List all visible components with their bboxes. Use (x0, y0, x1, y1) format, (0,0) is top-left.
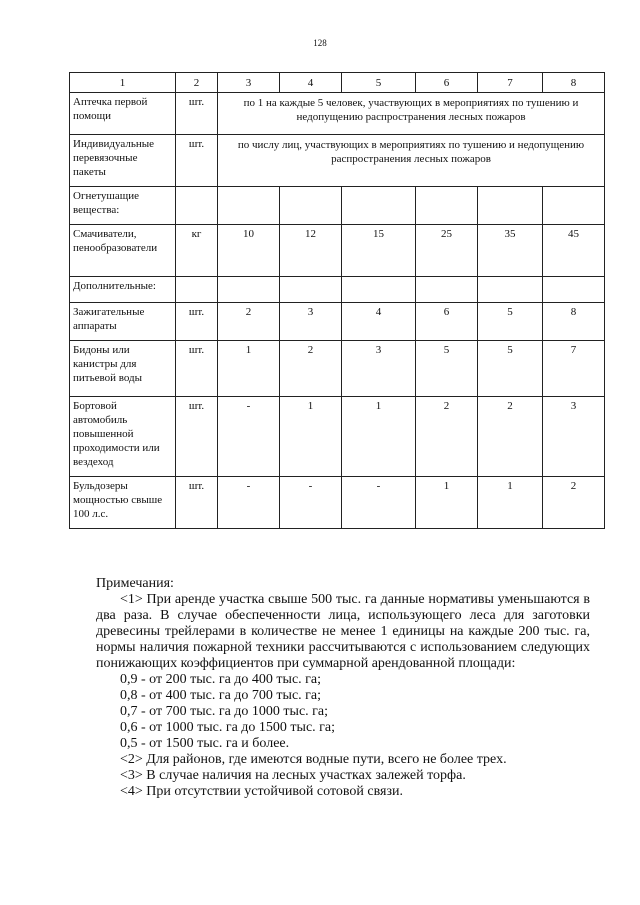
table-row (70, 135, 605, 187)
equipment-norms-table (69, 72, 605, 529)
unit-cell: шт. (176, 477, 218, 529)
column-number: 1 (70, 73, 176, 93)
unit-cell: шт. (176, 303, 218, 341)
value-cell: 12 (280, 225, 342, 277)
value-cell: - (218, 477, 280, 529)
value-cell: - (218, 397, 280, 477)
note-3: <3> В случае наличия на лесных участках залежей торфа. (120, 768, 466, 783)
item-name: Бортовой автомобиль повышенной проходимости или вездеход (70, 397, 176, 477)
unit-cell: шт. (176, 135, 218, 187)
value-cell: 5 (478, 341, 543, 397)
value-cell: 2 (543, 477, 605, 529)
table-row (70, 277, 605, 303)
column-number: 6 (416, 73, 478, 93)
value-cell: 1 (416, 477, 478, 529)
note-2: <2> Для районов, где имеются водные пути, всего не более трех. (120, 752, 507, 767)
note-1: <1> При аренде участка свыше 500 тыс. га данные нормативы уменьшаются в два раза. В случае обеспеченности лица, использующего леса для заготовки древесины трейлерами в количестве не менее 1 единицы на каждые 200 тыс. га, нормы наличия пожарной техники рассчитываются с использованием следующих понижающих коэффициентов при суммарной арендованной площади: (96, 592, 590, 671)
value-cell: 1 (280, 397, 342, 477)
table-row (70, 187, 605, 225)
unit-cell: шт. (176, 341, 218, 397)
notes-section (96, 576, 590, 800)
item-name: Смачиватели, пенообразователи (70, 225, 176, 277)
value-cell: 2 (218, 303, 280, 341)
value-cell (342, 187, 416, 225)
value-cell (416, 187, 478, 225)
value-cell: 3 (280, 303, 342, 341)
table-row (70, 477, 605, 529)
value-cell (543, 187, 605, 225)
value-cell (416, 277, 478, 303)
table-row (70, 303, 605, 341)
value-cell (218, 277, 280, 303)
value-cell (280, 277, 342, 303)
table-row (70, 341, 605, 397)
table-row (70, 225, 605, 277)
value-cell: 7 (543, 341, 605, 397)
item-name: Аптечка первой помощи (70, 93, 176, 135)
item-name: Дополнительные: (70, 277, 176, 303)
column-number: 3 (218, 73, 280, 93)
unit-cell: шт. (176, 397, 218, 477)
value-cell: - (342, 477, 416, 529)
value-cell: 8 (543, 303, 605, 341)
column-number: 7 (478, 73, 543, 93)
value-cell: 5 (478, 303, 543, 341)
column-number: 8 (543, 73, 605, 93)
norm-description: по числу лиц, участвующих в мероприятиях по тушению и недопущению распространения лесных пожаров (218, 135, 605, 187)
value-cell (218, 187, 280, 225)
note-4: <4> При отсутствии устойчивой сотовой связи. (120, 784, 403, 799)
value-cell: 10 (218, 225, 280, 277)
unit-cell (176, 277, 218, 303)
value-cell: 4 (342, 303, 416, 341)
column-number: 4 (280, 73, 342, 93)
value-cell: 45 (543, 225, 605, 277)
value-cell: 2 (416, 397, 478, 477)
table-row (70, 93, 605, 135)
column-number: 2 (176, 73, 218, 93)
value-cell: 5 (416, 341, 478, 397)
table-header-row (70, 73, 605, 93)
coefficient-line: 0,9 - от 200 тыс. га до 400 тыс. га; (120, 672, 321, 687)
coefficient-line: 0,7 - от 700 тыс. га до 1000 тыс. га; (120, 704, 328, 719)
value-cell: 2 (280, 341, 342, 397)
value-cell: 1 (478, 477, 543, 529)
value-cell: - (280, 477, 342, 529)
notes-title: Примечания: (96, 576, 174, 591)
value-cell (478, 277, 543, 303)
item-name: Индивидуальные перевязочные пакеты (70, 135, 176, 187)
page-number: 128 (313, 38, 327, 48)
value-cell: 3 (342, 341, 416, 397)
value-cell: 1 (218, 341, 280, 397)
value-cell (543, 277, 605, 303)
unit-cell: кг (176, 225, 218, 277)
value-cell: 3 (543, 397, 605, 477)
value-cell (342, 277, 416, 303)
value-cell (280, 187, 342, 225)
value-cell: 25 (416, 225, 478, 277)
item-name: Бульдозеры мощностью свыше 100 л.с. (70, 477, 176, 529)
value-cell (478, 187, 543, 225)
value-cell: 2 (478, 397, 543, 477)
item-name: Зажигательные аппараты (70, 303, 176, 341)
item-name: Огнетушащие вещества: (70, 187, 176, 225)
value-cell: 6 (416, 303, 478, 341)
unit-cell: шт. (176, 93, 218, 135)
norm-description: по 1 на каждые 5 человек, участвующих в мероприятиях по тушению и недопущению распространения лесных пожаров (218, 93, 605, 135)
coefficient-line: 0,6 - от 1000 тыс. га до 1500 тыс. га; (120, 720, 335, 735)
coefficient-line: 0,5 - от 1500 тыс. га и более. (120, 736, 290, 751)
unit-cell (176, 187, 218, 225)
item-name: Бидоны или канистры для питьевой воды (70, 341, 176, 397)
coefficient-line: 0,8 - от 400 тыс. га до 700 тыс. га; (120, 688, 321, 703)
value-cell: 15 (342, 225, 416, 277)
value-cell: 35 (478, 225, 543, 277)
value-cell: 1 (342, 397, 416, 477)
column-number: 5 (342, 73, 416, 93)
table-row (70, 397, 605, 477)
